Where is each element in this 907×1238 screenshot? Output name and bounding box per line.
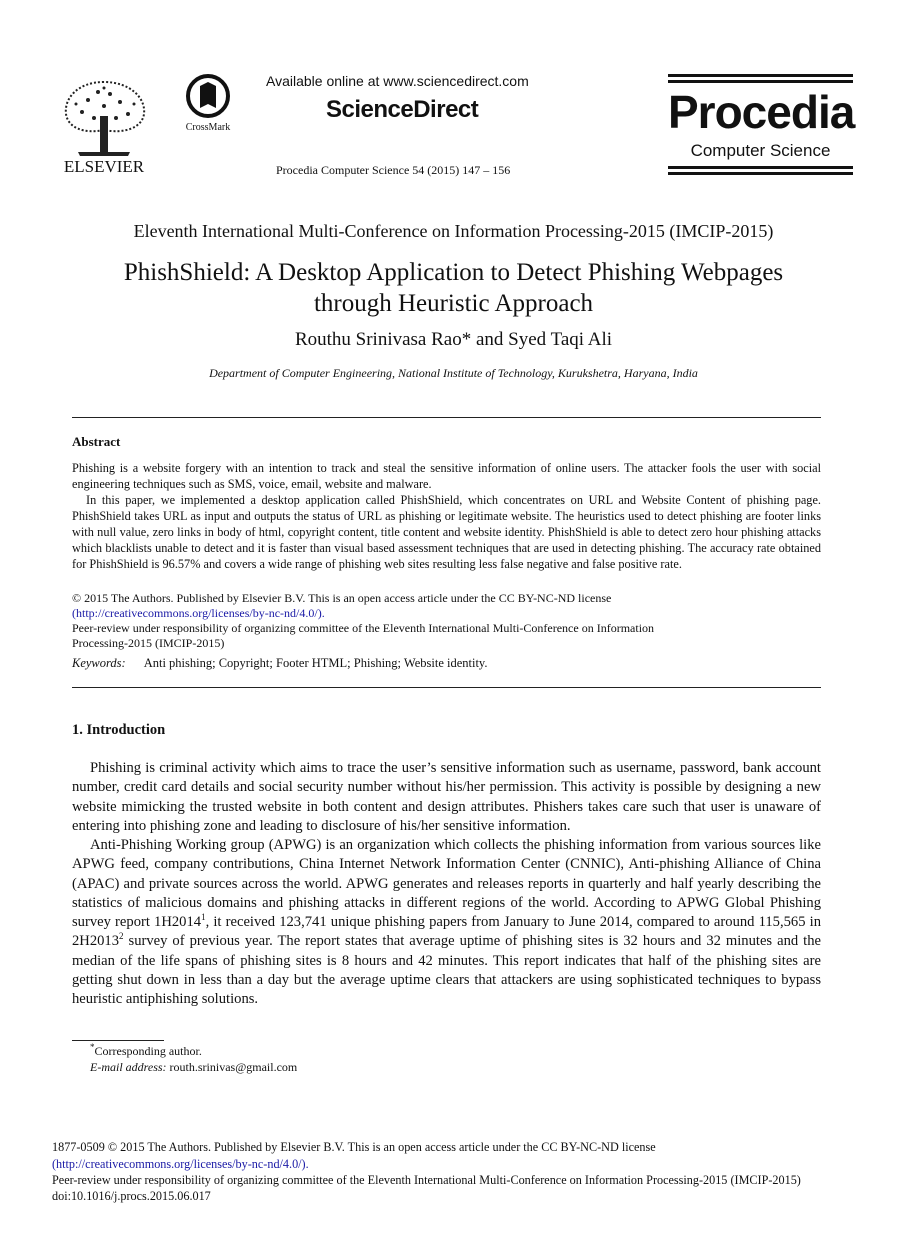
- keywords: [72, 656, 488, 671]
- intro-p2-part-c: survey of previous year. The report states that average uptime of phishing sites is 32 hours and 32 minutes and the median of the life spans of phishing sites is 8 hours and 42 minutes. This report indicates that half of the phishing sites are getting shut down in less than a day but the average uptime clears that attackers are using sophisticated techniques to bypass heuristic antiphishing solutions.: [72, 933, 821, 1008]
- corresponding-mark: *: [90, 1042, 95, 1052]
- paper-title: [60, 257, 847, 319]
- sciencedirect-brand: ScienceDirect: [326, 96, 479, 123]
- email-label: E-mail address:: [90, 1060, 167, 1074]
- title-line-1: PhishShield: A Desktop Application to Detect Phishing Webpages: [123, 259, 784, 286]
- peer-review-line-2: Processing-2015 (IMCIP-2015): [72, 636, 225, 650]
- procedia-logo: [668, 74, 853, 176]
- crossmark-label: CrossMark: [185, 122, 231, 133]
- footer-license-link[interactable]: (http://creativecommons.org/licenses/by-nc-nd/4.0/).: [52, 1157, 309, 1171]
- footnote-ref-1: 1: [201, 912, 206, 923]
- procedia-wordmark: Procedia: [668, 86, 855, 138]
- footnote-ref-2: 2: [119, 931, 124, 942]
- divider-top: [72, 417, 821, 418]
- footer-issn: 1877-0509 © 2015 The Authors. Published by Elsevier B.V. This is an open access article under the CC BY-NC-ND license: [52, 1140, 656, 1154]
- corresponding-author: [90, 1044, 202, 1059]
- intro-paragraph-2: [72, 836, 821, 1010]
- journal-reference: Procedia Computer Science 54 (2015) 147 – 156: [276, 163, 511, 177]
- email-address[interactable]: routh.srinivas@gmail.com: [169, 1060, 298, 1074]
- available-online: Available online at www.sciencedirect.com: [266, 73, 529, 89]
- intro-p2-part-b: , it received 123,741 unique phishing papers from January to June 2014, compared to around 115,565 in 2H2013: [72, 914, 821, 950]
- email-line: [90, 1060, 297, 1075]
- footer-peer-review: Peer-review under responsibility of organizing committee of the Eleventh International Multi-Conference on Information Processing-2015 (IMCIP-2015): [52, 1173, 801, 1187]
- elsevier-wordmark: ELSEVIER: [63, 157, 145, 176]
- intro-paragraph-1: Phishing is criminal activity which aims to trace the user’s sensitive information such as username, password, bank account number, credit card details and social security number without his/her permission. This activity is possible by designing a new website mimicking the trusted website in both content and design attributes. Phishers takes care such that user is unaware of entering into phishing zone and leading to disclosure of his/her sensitive information.: [72, 760, 821, 834]
- footnote-divider: [72, 1040, 164, 1041]
- divider-bottom: [72, 687, 821, 688]
- peer-review-line-1: Peer-review under responsibility of organizing committee of the Eleventh International Multi-Conference on Information: [72, 621, 655, 635]
- abstract-paragraph-2: In this paper, we implemented a desktop application called PhishShield, which concentrates on URL and Website Content of phishing page. PhishShield takes URL as input and outputs the status of URL as phishing or legitimate website. The heuristics used to detect phishing are footer links with null value, zero links in body of html, copyright content, title content and website identity. PhishShield is able to detect zero hour phishing attacks which blacklists unable to detect and it is faster than visual based assessment techniques that are used in detecting phishing. The accuracy rate obtained for PhishShield is 96.57% and covers a wide range of phishing web sites resulting less false negative and false positive rate.: [72, 493, 821, 571]
- title-line-2: through Heuristic Approach: [313, 290, 594, 317]
- abstract-paragraph-1: Phishing is a website forgery with an intention to track and steal the sensitive information of online users. The attacker fools the user with social engineering techniques such as SMS, voice, email, website and malware.: [72, 461, 821, 491]
- affiliation: Department of Computer Engineering, National Institute of Technology, Kurukshetra, Haryana, India: [209, 366, 698, 380]
- abstract-heading: Abstract: [72, 434, 121, 449]
- footer-doi: doi:10.1016/j.procs.2015.06.017: [52, 1189, 211, 1203]
- keywords-label: Keywords:: [72, 656, 126, 670]
- elsevier-logo: [58, 76, 150, 176]
- conference-name: Eleventh International Multi-Conference on Information Processing-2015 (IMCIP-2015): [133, 221, 774, 241]
- crossmark-icon: [178, 74, 238, 134]
- keywords-list: Anti phishing; Copyright; Footer HTML; Phishing; Website identity.: [143, 656, 488, 670]
- authors: Routhu Srinivasa Rao* and Syed Taqi Ali: [294, 329, 613, 350]
- introduction-heading: 1. Introduction: [72, 722, 166, 738]
- copyright-line: © 2015 The Authors. Published by Elsevier B.V. This is an open access article under the CC BY-NC-ND license: [72, 591, 612, 605]
- license-link[interactable]: (http://creativecommons.org/licenses/by-nc-nd/4.0/).: [72, 606, 325, 620]
- procedia-subtitle: Computer Science: [690, 141, 831, 160]
- corresponding-label: Corresponding author.: [94, 1044, 202, 1058]
- intro-p2-part-a: Anti-Phishing Working group (APWG) is an organization which collects the phishing information from various sources like APWG feed, company contributions, China Internet Network Information Center (CNNIC), Anti-phishing Alliance of China (APAC) and private sources across the world. APWG generates and releases reports in quarterly and half yearly describing the statistics of malicious domains and phishing attacks in different regions of the world. According to APWG Global Phishing survey report 1H2014: [72, 837, 821, 931]
